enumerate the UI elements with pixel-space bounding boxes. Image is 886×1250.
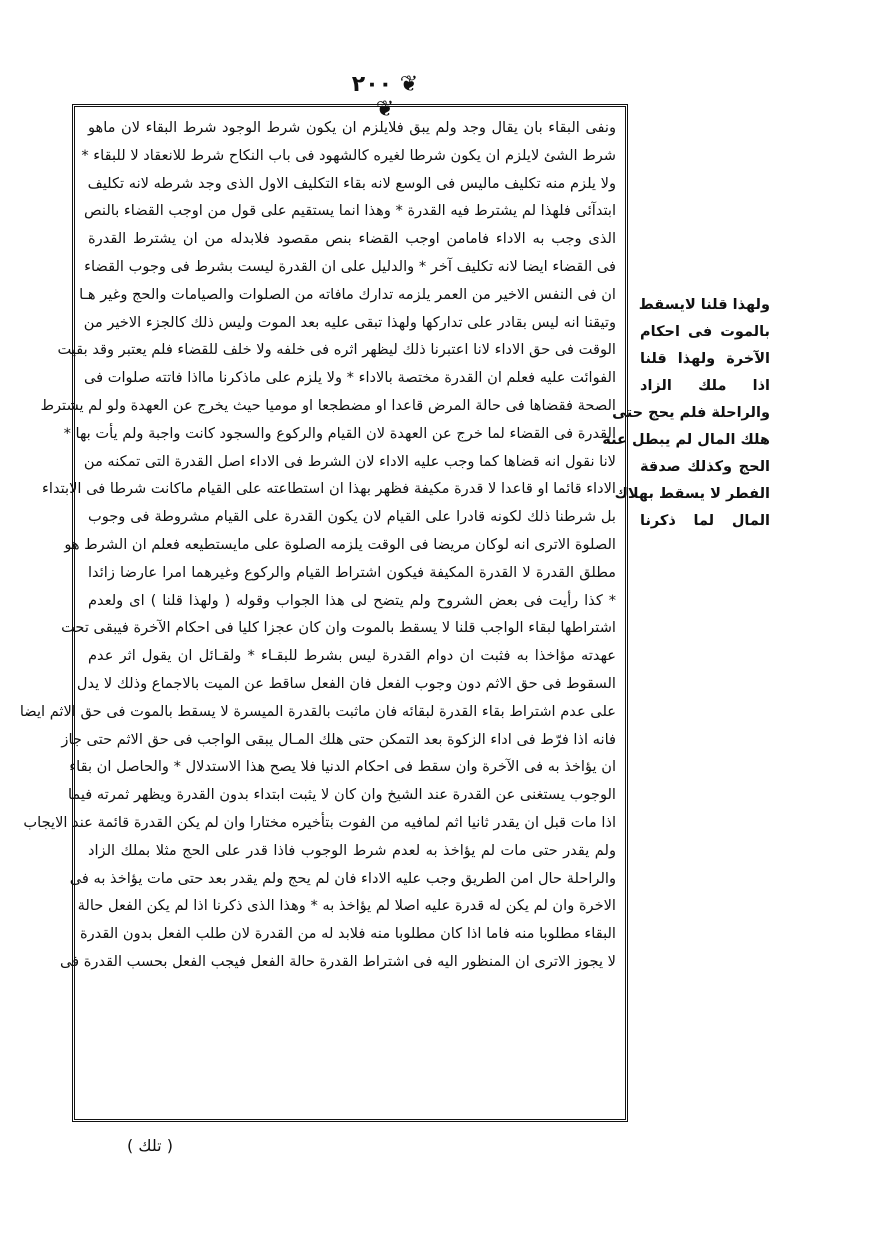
text-line: لانا نقول انه قضاها كما وجب عليه الاداء لان الشرط فى الاداء اصل القدرة التى تمكنه من bbox=[83, 452, 616, 470]
text-line: شرط الشئ لايلزم ان يكون شرطا لغيره كالشهود فى باب النكاح شرط للانعقاد لا للبقاء * bbox=[81, 146, 616, 164]
margin-line: الفطر لا يسقط بهلاك bbox=[614, 486, 770, 502]
text-line: فى القضاء ايضا لانه تكليف آخر * والدليل على ان القدرة ليست بشرط فى وجوب القضاء bbox=[84, 257, 616, 275]
catchword: ( تلك ) bbox=[127, 1136, 173, 1155]
margin-line: هلك المال لم يبطل عنه bbox=[602, 432, 770, 448]
text-line: ان يؤاخذ به فى الآخرة وان سقط فى احكام الدنيا فلا يصح هذا الاستدلال * والحاصل ان بقاء bbox=[69, 758, 616, 776]
margin-line: اذا ملك الزاد bbox=[640, 378, 770, 394]
margin-line: الآخرة ولهذا قلنا bbox=[640, 351, 770, 367]
text-line: ابتدآئى فلهذا لم يشترط فيه القدرة * وهذا انما يستقيم على قول من اوجب القضاء بالنص bbox=[84, 202, 616, 220]
main-text-block bbox=[19, 114, 616, 1114]
text-line: الوجوب يستغنى عن القدرة عند الشيخ وان كان لا يثبت ابتداء بدون القدرة ويظهر ثمرته فيما bbox=[67, 786, 616, 804]
text-line: على عدم اشتراط بقاء القدرة لبقائه فان ماثبت بالقدرة الميسرة لا يسقط بالموت فى حق الاثم ايضا bbox=[19, 702, 616, 720]
margin-line: ولهذا قلنا لايسقط bbox=[638, 297, 770, 313]
text-line: الوقت فى حق الاداء لانا اعتبرنا ذلك ليظهر اثره فى خلفه ولا خلف للقضاء فلم يعتبر وقد بقيت bbox=[57, 341, 616, 359]
margin-line: بالموت فى احكام bbox=[640, 324, 770, 340]
text-line: الصلوة الاترى انه لوكان مريضا فى الوقت يلزمه الصلوة على مايستطيعه فعلم ان الشرط هو bbox=[64, 535, 616, 553]
margin-note bbox=[602, 292, 770, 535]
margin-line: المال لما ذكرنا bbox=[640, 513, 770, 529]
text-line: اذا مات قبل ان يقدر ثانيا اثم لمافيه من الفوت بتأخيره مختارا وان لم يكن القدرة قائمة عند الايجاب bbox=[23, 813, 616, 831]
text-line: عهدته مؤاخذا به فثبت ان دوام القدرة ليس بشرط للبقـاء * ولقـائل ان يقول اثر عدم bbox=[88, 647, 616, 665]
text-line: ولم يقدر حتى مات لم يؤاخذ به لعدم شرط الوجوب فاذا قدر على الحج مثلا بملك الزاد bbox=[88, 841, 616, 859]
text-line: الذى وجب به الاداء فامامن اوجب القضاء بنص مقصود فلابدله من ان يشترط القدرة bbox=[88, 230, 616, 248]
text-line: ان فى النفس الاخير من العمر يلزمه تدارك مافاته من الصلوات والصيامات والحج وغير هـا bbox=[79, 285, 616, 303]
text-line: بل شرطنا ذلك لكونه قادرا على القيام لان يكون القدرة على القيام مشروطة فى وجوب bbox=[88, 508, 616, 526]
text-line: لا يجوز الاترى ان المنظور اليه فى اشتراط القدرة حالة الفعل فيجب الفعل بحسب القدرة فى bbox=[60, 952, 616, 970]
text-line: الاداء قائما او قاعدا لا قدرة مكيفة فظهر بهذا ان استطاعته على القيام ماكانت شرطا فى الابتداء bbox=[42, 480, 616, 498]
text-line: وتيقنا انه ليس بقادر على تداركها ولهذا تبقى عليه بعد الموت وليس ذلك كالجزء الاخير من bbox=[83, 313, 616, 331]
text-line: الفوائت عليه فعلم ان القدرة مختصة بالاداء * ولا يلزم على ماذكرنا مااذا فاتته صلوات فى bbox=[83, 369, 616, 387]
text-line: والراحلة حال امن الطريق وجب عليه الاداء فان لم يحج ولم يقدر بعد حتى مات يؤاخذ به فى bbox=[69, 869, 616, 887]
text-line: فانه اذا فرّط فى اداء الزكوة بعد التمكن حتى هلك المـال يبقى الواجب فى حق الاثم حتى جاز bbox=[61, 730, 616, 748]
margin-line: والراحلة فلم يحج حتى bbox=[612, 405, 770, 421]
text-line: الاخرة وان لم يكن له قدرة عليه اصلا لم يؤاخذ به * وهذا الذى ذكرنا اذا لم يكن الفعل حالة bbox=[77, 897, 616, 915]
text-line: * كذا رأيت فى بعض الشروح ولم يتضح لى هذا الجواب وقوله ( ولهذا قلنا ) اى ولعدم bbox=[88, 591, 616, 609]
text-line: اشتراطها لبقاء الواجب قلنا لا يسقط بالموت وان كان عجزا كليا فى احكام الآخرة فيبقى تحت bbox=[61, 619, 616, 637]
text-line: ولا يلزم منه تكليف ماليس فى الوسع لانه بقاء التكليف الاول الذى وجد شرطه لانه تكليف bbox=[87, 174, 616, 192]
margin-line: الحج وكذلك صدقة bbox=[640, 459, 770, 475]
text-line: مطلق القدرة لا القدرة المكيفة فيكون اشتراط القيام والركوع وغيرهما امرا عارضا زائدا bbox=[88, 563, 616, 581]
text-line: ونفى البقاء بان يقال وجد ولم يبق فلايلزم ان يكون شرط الوجود شرط البقاء لان ماهو bbox=[88, 119, 616, 136]
page-number: ❦ ٢٠٠ ❦ bbox=[351, 72, 419, 122]
text-line: البقاء مطلوبا منه فاما اذا كان مطلوبا منه فلابد له من القدرة لان طلب الفعل بدون القدرة bbox=[79, 925, 616, 943]
text-line: السقوط فى حق الاثم دون وجوب الفعل فان الفعل ساقط عن الميت بالاجماع وذلك لا يدل bbox=[76, 674, 616, 692]
text-line: الصحة فقضاها فى حالة المرض قاعدا او مضطجعا او موميا حيث يخرج عن العهدة ولو لم يشترط bbox=[40, 396, 616, 414]
text-line: القدرة فى القضاء لما خرج عن العهدة لان القيام والركوع والسجود كانت واجبة ولم يأت بها * bbox=[63, 424, 616, 442]
